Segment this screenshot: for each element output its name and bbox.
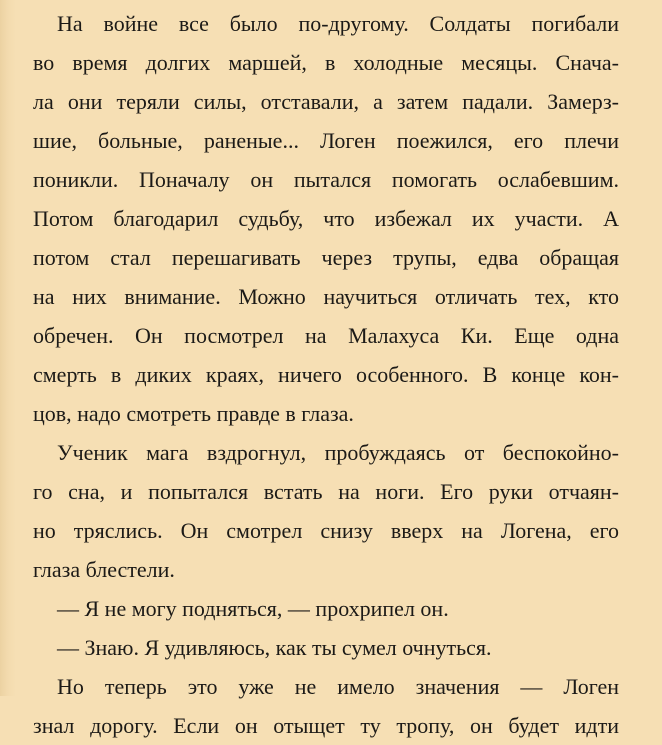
text-line: глаза блестели. xyxy=(33,557,175,582)
text-line: цов, надо смотреть правде в глаза. xyxy=(33,401,354,426)
text-line: смерть в диких краях, ничего особенного. В конце кон- xyxy=(33,362,619,387)
text-line: ла они теряли силы, отставали, а затем падали. Замерз- xyxy=(33,89,619,114)
text-line: Но теперь это уже не имело значения — Логен xyxy=(57,674,619,699)
text-line: потом стал перешагивать через трупы, едва обращая xyxy=(33,245,619,270)
text-line: шие, больные, раненые... Логен поежился, его плечи xyxy=(33,128,619,153)
text-line: Ученик мага вздрогнул, пробуждаясь от беспокойно- xyxy=(57,440,619,465)
book-text xyxy=(33,4,619,745)
text-line: поникли. Поначалу он пытался помогать ослабевшим. xyxy=(33,167,619,192)
text-line: на них внимание. Можно научиться отличать тех, кто xyxy=(33,284,619,309)
text-line: На войне все было по-другому. Солдаты погибали xyxy=(57,11,619,36)
text-line: но тряслись. Он смотрел снизу вверх на Логена, его xyxy=(33,518,619,543)
text-line: Потом благодарил судьбу, что избежал их участи. А xyxy=(33,206,619,231)
dialogue-line: — Я не могу подняться, — прохрипел он. xyxy=(57,596,449,621)
dialogue-line: — Знаю. Я удивляюсь, как ты сумел очнуться. xyxy=(57,635,492,660)
text-line: го сна, и попытался встать на ноги. Его руки отчаян- xyxy=(33,479,619,504)
text-line: обречен. Он посмотрел на Малахуса Ки. Еще одна xyxy=(33,323,619,348)
text-line: во время долгих маршей, в холодные месяцы. Снача- xyxy=(33,50,619,75)
text-line: знал дорогу. Если он отыщет ту тропу, он будет идти xyxy=(33,713,619,738)
